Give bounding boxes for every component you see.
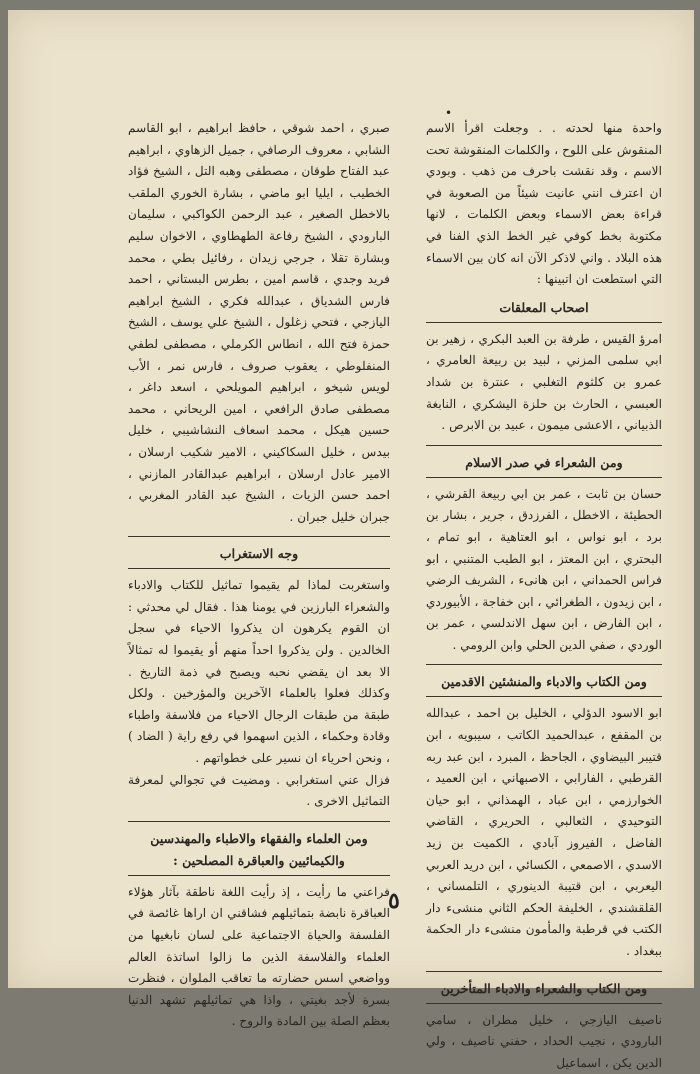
section-heading-early-islam-poets: ومن الشعراء في صدر الاسلام xyxy=(426,445,662,478)
section-text-muallaqat: امرؤ القيس ، طرفة بن العبد البكري ، زهير بن ابي سلمى المزني ، لبيد بن ربيعة العامري ، عمرو بن كلثوم التغلبي ، عنترة بن شداد العبسي ، الحارث بن حلزة اليشكري ، النابغة الذبياني ، الاعشى ميمون ، عبيد بن الابرص . xyxy=(426,331,662,433)
section-text-later-writers: ناصيف اليازجي ، خليل مطران ، سامي البارودي ، نجيب الحداد ، حفني ناصيف ، ولي الدين يكن ، اسماعيل xyxy=(426,1012,662,1070)
section-text-wonder-after: فزال عني استغرابي . ومضيت في تجوالي لمعرفة التماثيل الاخرى . xyxy=(128,772,390,809)
section-text-wonder: واستغربت لماذا لم يقيموا تماثيل للكتاب والادباء والشعراء البارزين في يومنا هذا . فقال لي محدثي : ان القوم يكرهون ان يذكروا الاحياء في سجل الخالدين . ولن يذكروا احداً منهم أو يقيموا له تمثالاً الا بعد ان يقضي نحبه ويصبح في ذمة التاريخ . وكذلك فعلوا بالعلماء الآخرين والمؤرخين . ولكل طبقة من طبقات الرجال الاحياء من فلاسفة واطباء وقادة وحكماء ، الذين اسهموا في رفع راية ( الضاد ) ، ونحن احرياء ان نسير على خطواتهم . xyxy=(128,578,390,766)
section-heading-wonder: وجه الاستغراب xyxy=(128,536,390,569)
magazine-page xyxy=(8,10,694,1070)
section-text-scholars: فراعني ما رأيت ، إذ رأيت اللغة ناطقة بآثار هؤلاء العباقرة نابضة بتماثيلهم فشاقني ان اراها غائصة في الفلسفة والحياة الاجتماعية على لسان نابغيها من العلماء والفلاسفة الذين ما زالوا اساتذة العالم وواضعي اسس حضارته ما تعاقب الملوان ، فنظرت بسرة لأجد بغيتي ، واذا هي تماثيلهم تشهد الدنيا بعظم الصلة بين المادة والروح . xyxy=(128,884,390,1029)
section-text-early-islam-poets: حسان بن ثابت ، عمر بن ابي ربيعة القرشي ، الحطيئة ، الاخطل ، الفرزدق ، جرير ، بشار بن برد ، ابو نواس ، ابو العتاهية ، ابو تمام ، البحتري ، ابن المعتز ، ابو الطيب المتنبي ، ابو فراس الحمداني ، ابن هانىء ، الشريف الرضي ، ابن زيدون ، الطغرائي ، ابن خفاجة ، الأبيوردي ، ابن الفارض ، ابن سهل الاندلسي ، عمر بن الوردي ، صفي الدين الحلي وابن الرومي . xyxy=(426,486,662,652)
section-text-early-writers: ابو الاسود الدؤلي ، الخليل بن احمد ، عبدالله بن المقفع ، عبدالحميد الكاتب ، سيبويه ، ابن قتيبر البيضاوي ، الجاحظ ، المبرد ، ابن عبد ربه القرطبي ، الفارابي ، الاصبهاني ، ابن العميد ، الخوارزمي ، ابن عباد ، الهمذاني ، ابو حيان التوحيدي ، الثعالبي ، الحريري ، القاضي الفاضل ، الفيروز آبادي ، الكميت بن زيد الاسدي ، الاصمعي ، الكسائي ، ابن دريد العربي اليعربي ، ابن قتيبة الدينوري ، التلمساني ، القلقشندي ، الخليفة الحكم الثاني منشىء دار الكتب في قرطبة والمأمون منشىء دار الحكمة ببغداد . xyxy=(426,706,662,958)
section-heading-muallaqat: اصحاب المعلقات xyxy=(426,297,662,323)
right-column xyxy=(426,118,662,1074)
bullet-mark: • xyxy=(445,106,453,120)
page-number: ٥ xyxy=(388,888,400,914)
left-column xyxy=(128,118,390,1033)
section-heading-early-writers: ومن الكتاب والادباء والمنشئين الاقدمين xyxy=(426,664,662,697)
section-heading-later-writers: ومن الكتاب والشعراء والادباء المتأخرين xyxy=(426,971,662,1004)
section-heading-scholars: ومن العلماء والفقهاء والاطباء والمهندسين والكيمائيين والعباقرة المصلحين : xyxy=(128,821,390,876)
right-column-intro: واحدة منها لحدته . . وجعلت اقرأ الاسم المنقوش على اللوح ، والكلمات المنقوشة تحت الاسم ، وقد نقشت باحرف من ذهب . وبودي ان اعترف انني عانيت شيئاً من الصعوبة في قراءة بعض الاسماء وبعض الكلمات ، لانها مكتوبة بخط كوفي غير الخط الذي الفنا في هذه البلاد . واني لاذكر الآن انه كان بين الاسماء التي استطعت ان اتبينها : xyxy=(426,121,662,287)
left-column-intro: صبري ، احمد شوقي ، حافظ ابراهيم ، ابو القاسم الشابي ، معروف الرصافي ، جميل الزهاوي ، ابراهيم عبد الفتاح طوقان ، مصطفى وهبه التل ، الشيخ فؤاد الخطيب ، ايليا ابو ماضي ، بشارة الخوري الملقب بالاخطل الصغير ، عبد الرحمن الكواكبي ، سليمان البارودي ، الشيخ رفاعة الطهطاوي ، الاخوان سليم وبشارة تقلا ، جرجي زيدان ، رفائيل بطي ، محمد فريد وجدي ، قاسم امين ، بطرس البستاني ، احمد فارس الشدياق ، عبدالله فكري ، الشيخ ابراهيم اليازجي ، فتحي زغلول ، الشيخ علي يوسف ، الشيخ حمزة فتح الله ، انطاس الكرملي ، مصطفى لطفي المنفلوطي ، يعقوب صروف ، فارس نمر ، الأب لويس شيخو ، ابراهيم المويلحي ، اسعد داغر ، مصطفى صادق الرافعي ، امين الريحاني ، محمد حسين هيكل ، محمد اسعاف النشاشيبي ، خليل بيدس ، خليل السكاكيني ، الامير شكيب ارسلان ، الامير عادل ارسلان ، ابراهيم عبدالقادر المازني ، احمد حسن الزيات ، الشيخ عبد القادر المغربي ، جبران خليل جبران . xyxy=(128,121,390,524)
